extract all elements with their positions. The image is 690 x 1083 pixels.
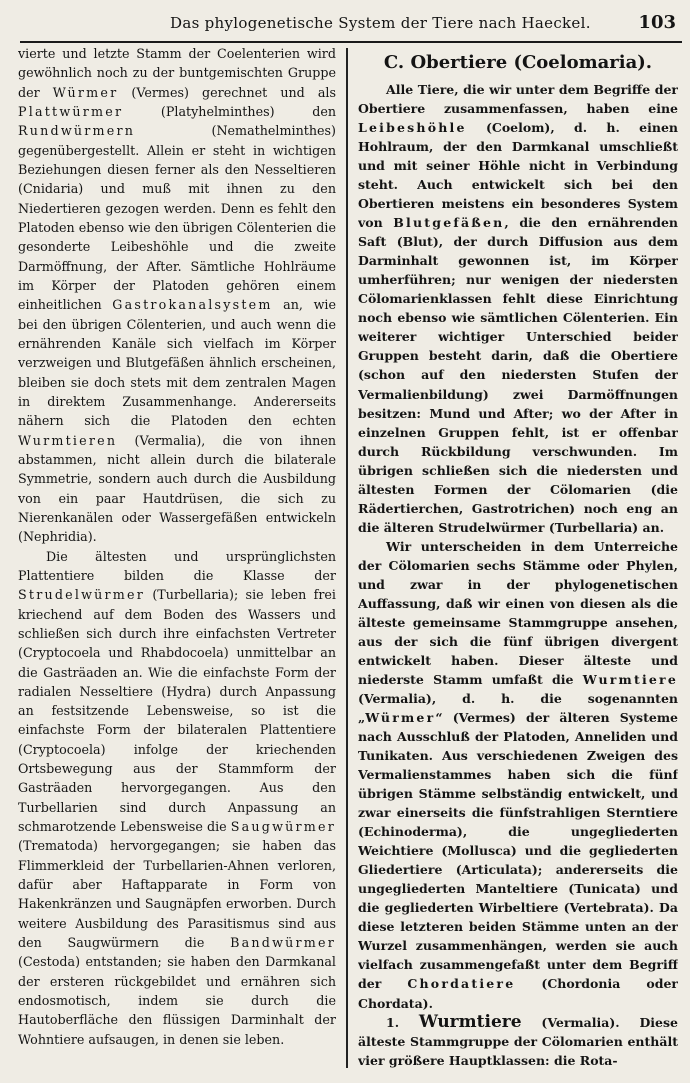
text-run: Die ältesten und ursprünglichsten Plattentiere bilden die Klasse der (18, 548, 336, 583)
spaced-term: Plattwürmer (18, 103, 124, 119)
text-run: (Turbellaria); sie leben frei kriechend auf dem Boden des Wassers und schließen sich durch ihre einfachsten Vertreter (Cryptocoela und Rhabdocoela) unmittelbar an die Gasträaden an. Wie die einfachste Form der radialen Nesseltiere (Hydra) durch Anpassung an festsitzende Lebensweise, so ist die einfachste Form der bilateralen Plattentiere (Cryptocoela) infolge der kriechenden Ortsbewegung aus der Stammform der Gasträaden hervorgegangen. Aus den Turbellarien sind durch Anpassung an schmarotzende Lebensweise die (18, 587, 336, 835)
running-header-title: Das phylogenetische System der Tiere nach Haeckel. (170, 14, 591, 32)
spaced-term: Wurmtiere (582, 671, 678, 687)
spaced-term: Wurmtieren (18, 432, 118, 448)
spaced-term: Rundwürmern (18, 123, 136, 139)
text-run: (Platyhelminthes) den (123, 103, 336, 119)
text-run: (Vermes) gerechnet und als (118, 84, 336, 100)
text-run: (Cestoda) entstanden; sie haben den Darmkanal der ersteren rückgebildet und ernähren sich endosmotisch, indem sie durch die Hautoberfläche den flüssigen Darminhalt der Wohntiere aufsaugen, in denen sie leben. (18, 954, 336, 1047)
text-run: , die den ernährenden Saft (Blut), der durch Diffusion aus dem Darminhalt gewonnen ist, im Körper umherführen; nur wenigen der niedersten Cölomarienklassen fehlt diese Einrichtung noch ebenso wie sämtlichen Cölenterien. Ein weiterer wichtiger Unterschied beider Gruppen besteht darin, daß die Obertiere (schon auf den niedersten Stufen der Vermalienbildung) zwei Darmöffnungen besitzen: Mund und After; wo der After in einzelnen Gruppen fehlt, ist er offenbar durch Rückbildung verschwunden. Im übrigen schließen sich die niedersten und ältesten Formen der Cölomarien (die Rädertierchen, Gastrotrichen) noch eng an die älteren Strudelwürmer (Turbellaria) an. (358, 215, 678, 535)
spaced-term: Saugwürmer (230, 819, 336, 835)
text-run: (Vermalia), d. h. die sogenannten „ (358, 691, 678, 726)
spaced-term: Blutgefäßen (393, 215, 505, 231)
text-run: 1. (386, 1014, 419, 1030)
spaced-term: Würmer (52, 84, 119, 100)
text-run: (Chordonia oder Chordata). (358, 976, 678, 1011)
text-run: (Nemathelminthes) gegenübergestellt. Allein er steht in wichtigen Beziehungen diesen ferner als den Nesseltieren (Cnidaria) und muß mit ihnen zu den Niedertieren gezogen werden. Denn es fehlt den Platoden ebenso wie den übrigen Cölenterien die gesonderte Leibeshöhle und die zweite Darmöffnung, der After. Sämtliche Hohlräume im Körper der Platoden gehören einem einheitlichen (18, 123, 336, 313)
right-column (358, 44, 678, 1073)
subsection-term: Wurmtiere (418, 1011, 522, 1032)
spaced-term: Würmer (365, 710, 436, 726)
text-run: Wir unterscheiden in dem Unterreiche der Cölomarien sechs Stämme oder Phylen, und zwar in der phylogenetischen Auffassung, daß wir einen von diesen als die älteste gemeinsame Stammgruppe ansehen, aus der sich die fünf übrigen divergent entwickelt haben. Dieser älteste und niederste Stamm umfaßt die (358, 538, 678, 687)
spaced-term: Bandwürmer (230, 935, 336, 951)
right-paragraph-3 (358, 1013, 678, 1070)
right-paragraph-1 (358, 80, 678, 537)
text-run: (Vermalia). Diese älteste Stammgruppe der Cölomarien enthält vier größere Hauptklassen: die Rota- (358, 1014, 678, 1068)
right-paragraph-2 (358, 537, 678, 1013)
column-divider (346, 48, 348, 1068)
page-number: 103 (638, 12, 676, 33)
running-header (20, 5, 682, 43)
section-heading: C. Obertiere (Coelomaria). (383, 52, 653, 73)
left-paragraph-2 (18, 547, 336, 1050)
text-run: Alle Tiere, die wir unter dem Begriffe der Obertiere zusammenfassen, haben eine (358, 82, 678, 117)
left-paragraph-1 (18, 44, 336, 547)
spaced-term: Gastrokanalsystem (112, 297, 273, 313)
spaced-term: Leibeshöhle (358, 120, 467, 136)
text-run: an, wie bei den übrigen Cölenterien, und auch wenn die ernährenden Kanäle sich vielfach im Körper verzweigen und Blutgefäßen ähnlich erscheinen, bleiben sie doch stets mit dem zentralen Magen in direktem Zusammenhange. Andererseits nähern sich die Platoden den echten (18, 297, 336, 429)
text-run: “ (Vermes) der älteren Systeme nach Ausschluß der Platoden, Anneliden und Tunikaten. Aus verschiedenen Zweigen des Vermalienstammes haben sich die fünf übrigen Stämme selbständig entwickelt, und zwar einerseits die fünfstrahligen Sterntiere (Echinoderma), die ungegliederten Weichtiere (Mollusca) und die gegliederten Gliedertiere (Articulata); andererseits die ungegliederten Manteltiere (Tunicata) und die gegliederten Wirbeltiere (Vertebrata). Da diese letzteren beiden Stämme unten an der Wurzel zusammenhängen, werden sie auch vielfach zusammengefaßt unter dem Begriff der (358, 710, 678, 992)
spaced-term: Strudelwürmer (18, 587, 146, 603)
text-run: (Coelom), d. h. einen Hohlraum, der den Darmkanal umschließt und mit seiner Höhle nicht in Verbindung steht. Auch entwickelt sich bei den Obertieren meistens ein besonderes System von (358, 120, 678, 231)
text-run: (Vermalia), die von ihnen abstammen, nicht allein durch die bilaterale Symmetrie, sondern auch durch die Ausbildung von ein paar Hautdrüsen, die sich zu Nierenkanälen oder Wassergefäßen entwickeln (Nephridia). (18, 432, 336, 545)
text-run: vierte und letzte Stamm der Coelenterien wird gewöhnlich noch zu der buntgemischten Gruppe der (18, 46, 336, 100)
spaced-term: Chordatiere (407, 976, 516, 992)
left-column (18, 44, 336, 1073)
text-run: (Trematoda) hervorgegangen; sie haben das Flimmerkleid der Turbellarien-Ahnen verloren, dafür aber Haftapparate in Form von Hakenkränzen und Saugnäpfen erworben. Durch weitere Ausbildung des Parasitismus sind aus den Saugwürmern die (18, 838, 336, 951)
